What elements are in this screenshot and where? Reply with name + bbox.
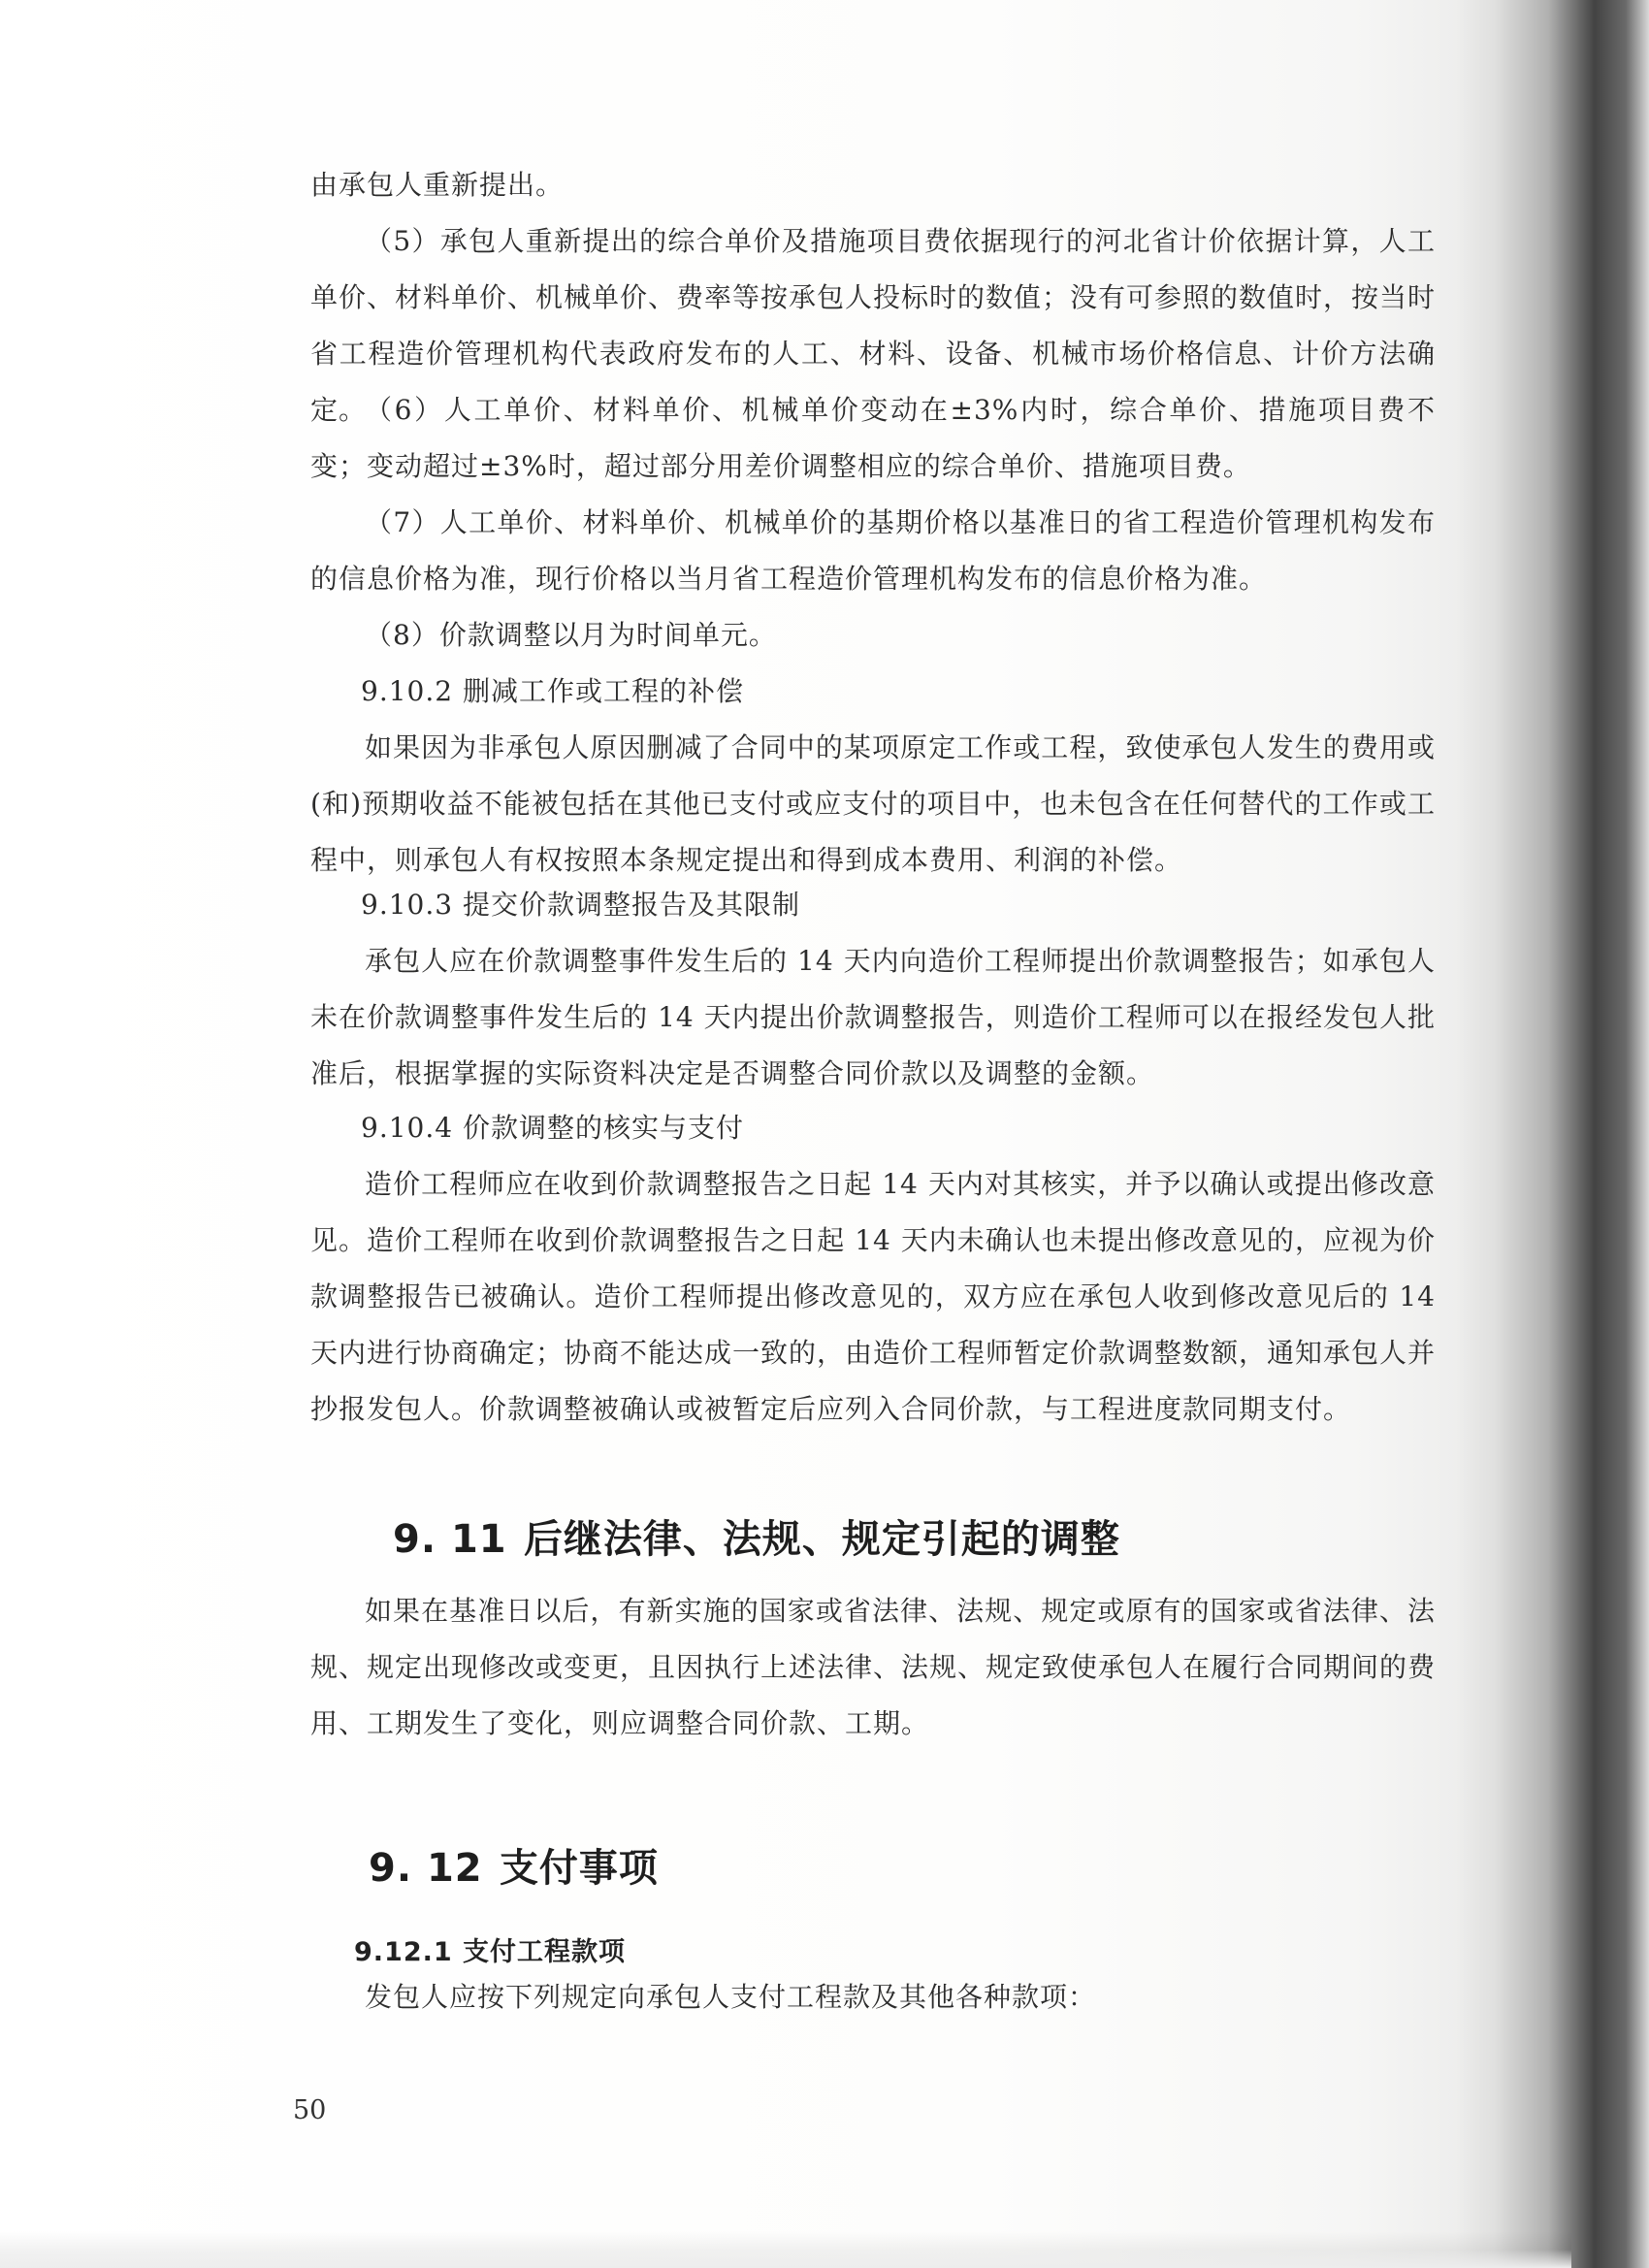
paragraph: 由承包人重新提出。 [310,169,565,201]
subsection-heading: 9.10.4 价款调整的核实与支付 [361,1112,744,1144]
subsection-heading: 9.10.2 删减工作或工程的补偿 [361,675,744,707]
section-heading-9-12 [369,1837,659,1893]
paragraph: （7）人工单价、材料单价、机械单价的基期价格以基准日的省工程造价管理机构发布的信息价格为准，现行价格以当月省工程造价管理机构发布的信息价格为准。 [310,506,1436,595]
subsection-heading: 9.10.3 提交价款调整报告及其限制 [361,889,800,921]
subsection-heading: 9.12.1 支付工程款项 [354,1937,627,1967]
paragraph: 承包人应在价款调整事件发生后的 14 天内向造价工程师提出价款调整报告；如承包人未在价款调整事件发生后的 14 天内提出价款调整报告，则造价工程师可以在报经发包人批准后，根据掌握的实际资料决定是否调整合同价款以及调整的金额。 [310,945,1436,1089]
book-spine-shadow [1455,0,1649,2268]
paragraph: 发包人应按下列规定向承包人支付工程款及其他各种款项： [365,1981,1097,2013]
section-heading-9-11 [393,1508,1120,1564]
paragraph: 造价工程师应在收到价款调整报告之日起 14 天内对其核实，并予以确认或提出修改意见。造价工程师在收到价款调整报告之日起 14 天内未确认也未提出修改意见的，应视为价款调整报告已被确认。造价工程师提出修改意见的，双方应在承包人收到修改意见后的 14 天内进行协商确定；协商不能达成一致的，由造价工程师暂定价款调整数额，通知承包人并抄报发包人。价款调整被确认或被暂定后应列入合同价款，与工程进度款同期支付。 [310,1168,1437,1425]
paragraph: （5）承包人重新提出的综合单价及措施项目费依据现行的河北省计价依据计算，人工单价、材料单价、机械单价、费率等按承包人投标时的数值；没有可参照的数值时，按当时省工程造价管理机构代表政府发布的人工、材料、设备、机械市场价格信息、计价方法确定。 [310,225,1437,426]
page-bottom-edge [0,2231,1571,2268]
section-number: 9. 11 [393,1517,507,1562]
section-title: 后继法律、法规、规定引起的调整 [523,1517,1120,1562]
page-number: 50 [293,2095,327,2125]
paragraph: 如果在基准日以后，有新实施的国家或省法律、法规、规定或原有的国家或省法律、法规、规定出现修改或变更，且因执行上述法律、法规、规定致使承包人在履行合同期间的费用、工期发生了变化，则应调整合同价款、工期。 [310,1595,1437,1739]
paragraph: （8）价款调整以月为时间单元。 [365,619,777,651]
paragraph: 如果因为非承包人原因删减了合同中的某项原定工作或工程，致使承包人发生的费用或(和)预期收益不能被包括在其他已支付或应支付的项目中，也未包含在任何替代的工作或工程中，则承包人有权按照本条规定提出和得到成本费用、利润的补偿。 [310,731,1436,876]
section-number: 9. 12 [369,1846,483,1891]
section-title: 支付事项 [499,1846,659,1891]
paragraph: （6）人工单价、材料单价、机械单价变动在±3%内时，综合单价、措施项目费不变；变动超过±3%时，超过部分用差价调整相应的综合单价、措施项目费。 [310,394,1436,482]
